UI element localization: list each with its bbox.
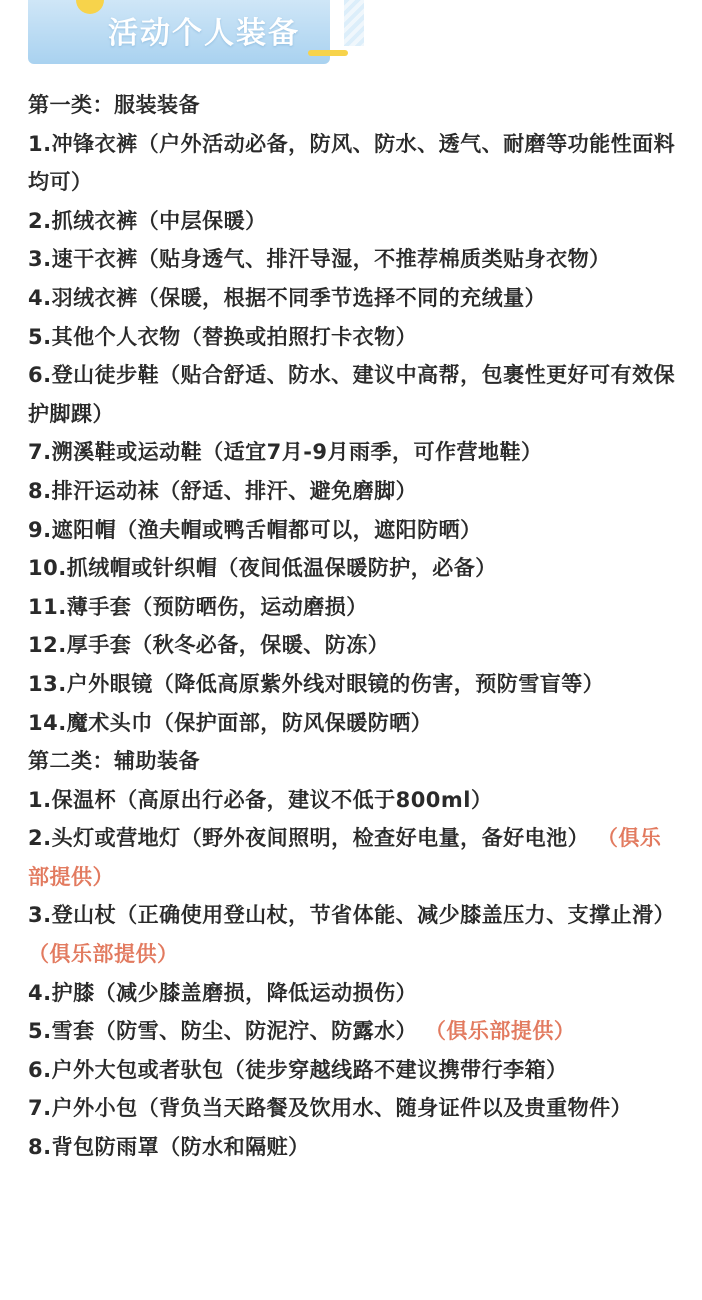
list-item: 4.羽绒衣裤（保暖，根据不同季节选择不同的充绒量） [28,285,547,310]
list-item [28,1012,678,1051]
list-item [28,781,678,820]
list-item: 5.其他个人衣物（替换或拍照打卡衣物） [28,324,418,349]
list-item [28,1051,678,1090]
list-item: 12.厚手套（秋冬必备，保暖、防冻） [28,633,390,658]
list-item [28,974,678,1013]
item-text: 7.户外小包（背负当天路餐及饮用水、随身证件以及贵重物件） [28,1096,633,1121]
equipment-list [28,86,678,1167]
list-item [28,896,678,973]
list-item [28,1128,678,1167]
section-heading-clothing: 第一类：服装装备 [28,93,200,117]
item-text: 6.户外大包或者驮包（徒步穿越线路不建议携带行李箱） [28,1057,568,1082]
item-text: 4.护膝（减少膝盖磨损，降低运动损伤） [28,980,418,1005]
list-item: 6.登山徒步鞋（贴合舒适、防水、建议中高帮，包裹性更好可有效保护脚踝） [28,363,676,426]
page-title: 活动个人装备 [108,16,300,51]
stripe-decoration [344,0,364,46]
item-text: 8.背包防雨罩（防水和隔赃） [28,1135,310,1160]
list-item: 11.薄手套（预防晒伤，运动磨损） [28,594,368,619]
list-item: 7.溯溪鞋或运动鞋（适宜7月-9月雨季，可作营地鞋） [28,440,543,465]
list-item: 8.排汗运动袜（舒适、排汗、避免磨脚） [28,478,418,503]
list-item [28,1089,678,1128]
club-provided-note: （俱乐部提供） [424,1019,576,1044]
list-item: 3.速干衣裤（贴身透气、排汗导湿，不推荐棉质类贴身衣物） [28,247,611,272]
club-provided-note: （俱乐部提供） [28,826,662,889]
item-text: 3.登山杖（正确使用登山杖，节省体能、减少膝盖压力、支撑止滑） [28,903,676,928]
item-text: 1.保温杯（高原出行必备，建议不低于800ml） [28,787,493,812]
list-item: 2.抓绒衣裤（中层保暖） [28,208,267,233]
list-item [28,819,678,896]
item-text: 5.雪套（防雪、防尘、防泥泞、防露水） [28,1019,418,1044]
club-provided-note: （俱乐部提供） [28,942,179,967]
list-item: 10.抓绒帽或针织帽（夜间低温保暖防护，必备） [28,556,497,581]
list-item: 1.冲锋衣裤（户外活动必备，防风、防水、透气、耐磨等功能性面料均可） [28,131,676,195]
yellow-dot-decoration [76,0,104,14]
yellow-bar-decoration [308,50,348,56]
item-text: 2.头灯或营地灯（野外夜间照明，检查好电量，备好电池） [28,826,590,851]
list-item: 14.魔术头巾（保护面部，防风保暖防晒） [28,710,433,735]
list-item: 9.遮阳帽（渔夫帽或鸭舌帽都可以，遮阳防晒） [28,517,482,542]
title-banner [28,0,330,64]
section-heading-auxiliary: 第二类：辅助装备 [28,749,200,774]
list-item: 13.户外眼镜（降低高原紫外线对眼镜的伤害，预防雪盲等） [28,671,605,696]
